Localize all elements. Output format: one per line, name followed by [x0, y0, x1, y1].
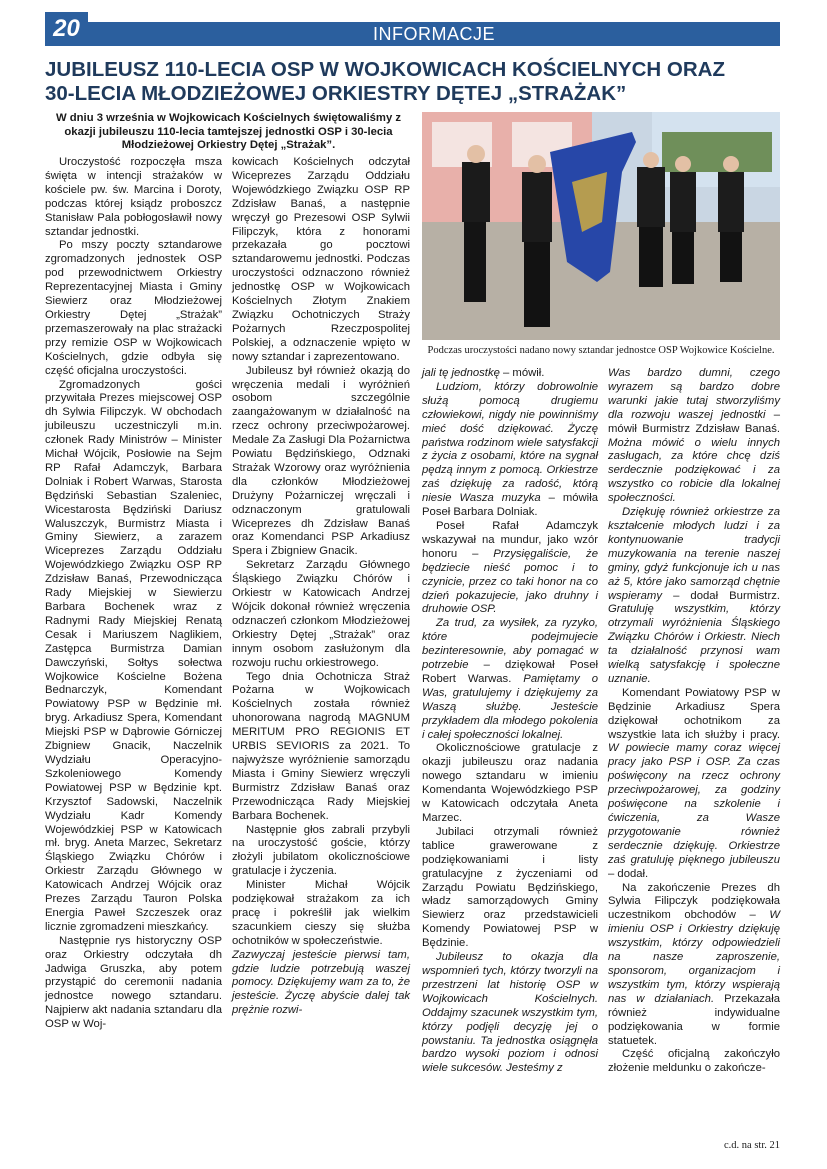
- attribution: – dodał.: [608, 867, 649, 880]
- quote: Gratuluję wszystkim, którzy otrzymali wyróżnienia Śląskiego Związku Chórów i Orkiestr. Niech ta działalność przynosi wam wielką satysfakcję i społeczne uznanie.: [608, 603, 780, 685]
- paragraph: Jubileusz był również okazją do wręczenia medali i wyróżnień osobom szczególnie zaangażowanym w działalność na rzecz ochrony przeciwpożarowej. Medale Za Zasługi Dla Pożarnictwa Powiatu Będzińskiego, Odznaki Strażak Wzorowy oraz wyróżnienia dla członków Młodzieżowej Drużyny Pożarniczej wręczali i odznaczonym gratulowali Wiceprezes dh Zdzisław Banaś oraz Komendanci PSP Arkadiusz Spera i Zbigniew Gnacik.: [232, 364, 410, 558]
- article-photo: [422, 112, 780, 340]
- quote: Przysięgaliście, że będziecie nieść pomoc i to czynicie, przez co taki honor na co dzień pokazujecie, jako druhny i druhowie OSP.: [422, 547, 598, 616]
- continued-note: c.d. na str. 21: [724, 1140, 780, 1151]
- paragraph: Sekretarz Zarządu Głównego Śląskiego Związku Chórów i Orkiestr w Katowicach Andrzej Wójcik dokonał również wręczenia odznaczeń członkom Młodzieżowej Orkiestry Dętej „Strażak” oraz innym osobom zasłużonym dla rozwoju ruchu orkiestrowego.: [232, 559, 410, 669]
- paragraph: [422, 367, 598, 381]
- quote: Pamiętamy o Was, gratulujemy i dziękujemy za Waszą służbę. Jesteście przykładem dla młodego pokolenia i całej społeczności lokalnej.: [422, 672, 598, 741]
- column-2: [232, 156, 410, 1018]
- section-title: INFORMACJE: [373, 24, 495, 44]
- paragraph: Część oficjalną zakończyło złożenie meldunku o zakończe-: [608, 1048, 780, 1075]
- paragraph: [608, 882, 780, 1049]
- attribution: – mówił.: [499, 367, 545, 379]
- paragraph: [422, 381, 598, 520]
- paragraph: [608, 506, 780, 687]
- quote: Was bardzo dumni, czego wyrazem są bardzo dobre warunki jakie tutaj stworzyliśmy dla rozwoju waszej jednostki: [608, 367, 780, 421]
- quote: W imieniu OSP i Orkiestry dziękuję wszystkim, którzy odpowiedzieli na nasze zaproszenie, sponsorom, organizacjom i wszystkim tym, którzy wspierają nas w działaniach.: [608, 909, 780, 1005]
- paragraph: Po mszy poczty sztandarowe zgromadzonych jednostek OSP pod przewodnictwem Orkiestry Reprezentacyjnej Miasta i Gminy Siewierz oraz Młodzieżowej Orkiestry Dętej „Strażak” przemaszerowały na plac strażacki przy remizie OSP w Wojkowicach Kościelnych, gdzie odbyła się część oficjalna uroczystości.: [45, 239, 222, 377]
- quote: Można mówić o wielu innych zasługach, za które chcę dziś serdecznie podziękować i za wszystko co robicie dla lokalnej społeczności.: [608, 436, 780, 505]
- quote: Zazwyczaj jesteście pierwsi tam, gdzie ludzie potrzebują waszej pomocy. Dziękujemy wam za to, że jesteście. Życzę abyście dalej tak prężnie rozwi-: [232, 948, 410, 1017]
- paragraph: Jubilaci otrzymali również tablice grawerowane z podziękowaniami i listy gratulacyjne z życzeniami od Zarządu Powiatu Będzińskiego, władz samorządowych Gminy Siewierz oraz przedstawicieli Komendy Powiatowej PSP w Będzinie.: [422, 825, 598, 950]
- paragraph: [608, 367, 780, 506]
- quote: jali tę jednostkę: [422, 367, 500, 379]
- paragraph: [422, 951, 598, 1076]
- attribution: – mówiła Poseł Barbara Dolniak.: [422, 492, 598, 519]
- quote: Jubileusz to okazja dla wspomnień tych, którzy tworzyli na przestrzeni lat historię OSP w Wojkowicach Kościelnych. Oddajmy szacunek wszystkim tym, którzy podjęli decyzję jej o powstaniu. Ta jednostka osiągnęła bardzo wysoki poziom i odnosi wiele sukcesów. Jesteśmy z: [422, 951, 598, 1075]
- quote: Za trud, za wysiłek, za ryzyko, które podejmujecie bezinteresownie, aby pomagać w potrzebie: [422, 617, 598, 672]
- paragraph: kowicach Kościelnych odczytał Wiceprezes Zarządu Oddziału Wojewódzkiego Związku OSP RP Zdzisław Banaś, a następnie wręczył go Prezesowi OSP Sylwii Filipczyk, która z honorami przekazała go pocztowi sztandarowemu jednostki. Podczas uroczystości odznaczono również jednostkę OSP w Wojkowicach Kościelnych Złotym Znakiem Związku Ochotniczych Straży Pożarnych Rzeczpospolitej Polskiej, a odznaczenie wpięto w nowy sztandar i zaprezentowano.: [232, 156, 410, 363]
- paragraph: Następnie rys historyczny OSP oraz Orkiestry odczytała dh Jadwiga Gruszka, aby potem przystąpić do ceremonii nadania jednostce nowego sztandaru. Najpierw akt nadania sztandaru dla OSP w Woj-: [45, 934, 222, 1031]
- paragraph: Minister Michał Wójcik podziękował strażakom za ich pracę i pokreślił jak wielkim szacunkiem cieszy się służba ochotników w społeczeństwie.: [232, 879, 410, 947]
- column-4: [608, 367, 780, 1076]
- attribution: Komendant Powiatowy PSP w Będzinie Arkadiusz Spera dziękował ochotnikom za wszystkie lata ich służby i pracy.: [608, 686, 780, 741]
- quote-paragraph: [232, 949, 410, 1019]
- page-number: 20: [45, 12, 88, 46]
- paragraph: Następnie głos zabrali przybyli na uroczystość goście, którzy złożyli jubilatom okolicznościowe gratulacje i życzenia.: [232, 823, 410, 878]
- paragraph: [608, 687, 780, 882]
- attribution: – dodał Burmistrz.: [662, 589, 780, 602]
- article-title: [45, 58, 780, 106]
- photo-caption: Podczas uroczystości nadano nowy sztandar jednostce OSP Wojkowice Kościelne.: [427, 345, 775, 356]
- quote: W powiecie mamy coraz więcej pracy jako PSP i OSP. Za czas poświęcony na rzecz ochrony przeciwpożarowej, za godziny poświęcone na szkolenie i ćwiczenia, za Wasze przygotowanie również serdecznie dziękuję. Orkiestrze zaś gratuluję pięknego jubileuszu: [608, 742, 780, 866]
- column-3: [422, 367, 598, 1076]
- article-title-line-1: JUBILEUSZ 110-LECIA OSP W WOJKOWICACH KOŚCIELNYCH ORAZ: [45, 58, 725, 81]
- article-title-line-2: 30-LECIA MŁODZIEŻOWEJ ORKIESTRY DĘTEJ „STRAŻAK”: [45, 82, 627, 105]
- attribution: Poseł Rafał Adamczyk wskazywał na mundur, jako wzór honoru –: [422, 519, 598, 560]
- paragraph: Tego dnia Ochotnicza Straż Pożarna w Wojkowicach Kościelnych została również uhonorowana nagrodą MAGNUM MERITUM PRO REGIONIS ET URBIS SEVIORIS za 2021. To najwyższe wyróżnienie samorządu Miasta i Gminy Siewierz wręczyli Burmistrz Zdzisław Banaś oraz Przewodnicząca Rady Miejskiej Barbara Bochenek.: [232, 670, 410, 822]
- paragraph: [422, 617, 598, 742]
- quote: Ludziom, którzy dobrowolnie służą pomocą drugiemu człowiekowi, nigdy nie powinniśmy mieć dość dziękować. Życzę państwa rodzinom wiele satysfakcji z życia z osobami, które na sygnał pędzą innym z pomocą. Orkiestrze zaś dziękuję za radość, którą niesie Wasza muzyka: [422, 380, 598, 505]
- attribution: Na zakończenie Prezes dh Sylwia Filipczyk podziękowała uczestnikom obchodów –: [608, 881, 780, 922]
- paragraph: Uroczystość rozpoczęła msza święta w intencji strażaków w kościele pw. św. Marcina i Doroty, podczas której ksiądz proboszcz Stanisław Pala pobłogosławił nowy sztandar jednostki.: [45, 156, 222, 238]
- paragraph: [422, 520, 598, 617]
- paragraph: Zgromadzonych gości przywitała Prezes miejscowej OSP dh Sylwia Filipczyk. W obchodach jubileuszu uczestniczyli m.in. członek Rady Ministrów – Minister Michał Wójcik, Posłowie na Sejm RP Rafał Adamczyk, Barbara Dolniak i Robert Warwas, Starosta Będziński Sebastian Szaleniec, Wicestarosta Będziński Dariusz Waluszczyk, Burmistrz Miasta i Gminy Siewierz, a zarazem Wiceprezes Zarządu Oddziału Wojewódzkiego Związku OSP RP Zdzisław Banaś, Przewodnicząca Rady Miejskiej w Siewierzu Barbara Bochenek wraz z Radnymi Rady Miejskiej Renatą Cesak i Mariuszem Naglikiem, Zastępca Burmistrza Damian Dawczyński, Sołtys sołectwa Wojkowice Kościelne Bożena Bednarczyk, Komendant Powiatowy PSP w Będzinie mł. bryg. Arkadiusz Spera, Komendant Miejski PSP w Dąbrowie Górniczej Zbigniew Gnacik, Naczelnik Wydziału Operacyjno-Szkoleniowego Komendy Powiatowej PSP w Będzinie kpt. Krzysztof Sadowski, Naczelnik Wydziału Kadr Komendy Wojewódzkiej PSP w Katowicach mł. bryg. Aneta Marzec, Sekretarz Śląskiego Związku Chórów i Orkiestr Zarządu Głównego w Katowicach Andrzej Wójcik oraz Prezes Zarządu Tauron Polska Energia Paweł Szczeszek oraz licznie zgromadzeni mieszkańcy.: [45, 378, 222, 933]
- photo-illustration: [422, 112, 780, 340]
- article-lead: W dniu 3 września w Wojkowicach Kościelnych świętowaliśmy z okazji jubileuszu 110-lecia tamtejszej jednostki OSP i 30-lecia Młodzieżowej Orkiestry Dętej „Strażak”.: [55, 112, 402, 152]
- column-1: [45, 156, 222, 1032]
- attribution: Przekazała również indywidualne podziękowania w formie statuetek.: [608, 992, 781, 1047]
- paragraph: Okolicznościowe gratulacje z okazji jubileuszu oraz nadania nowego sztandaru w imieniu Komendanta Wojewódzkiego PSP w Katowicach odczytała Aneta Marzec.: [422, 742, 598, 824]
- attribution: – mówił Burmistrz Zdzisław Banaś.: [608, 408, 780, 435]
- quote: Dziękuję również orkiestrze za kształcenie młodych ludzi i za kontynuowanie tradycji muzykowania na terenie naszej gminy, gdyż funkcjonuje ich u nas aż 5, które jako samorząd chętnie wspieramy: [608, 506, 780, 602]
- attribution: – dziękował Poseł Robert Warwas.: [422, 659, 598, 685]
- section-header-bar: [88, 22, 780, 46]
